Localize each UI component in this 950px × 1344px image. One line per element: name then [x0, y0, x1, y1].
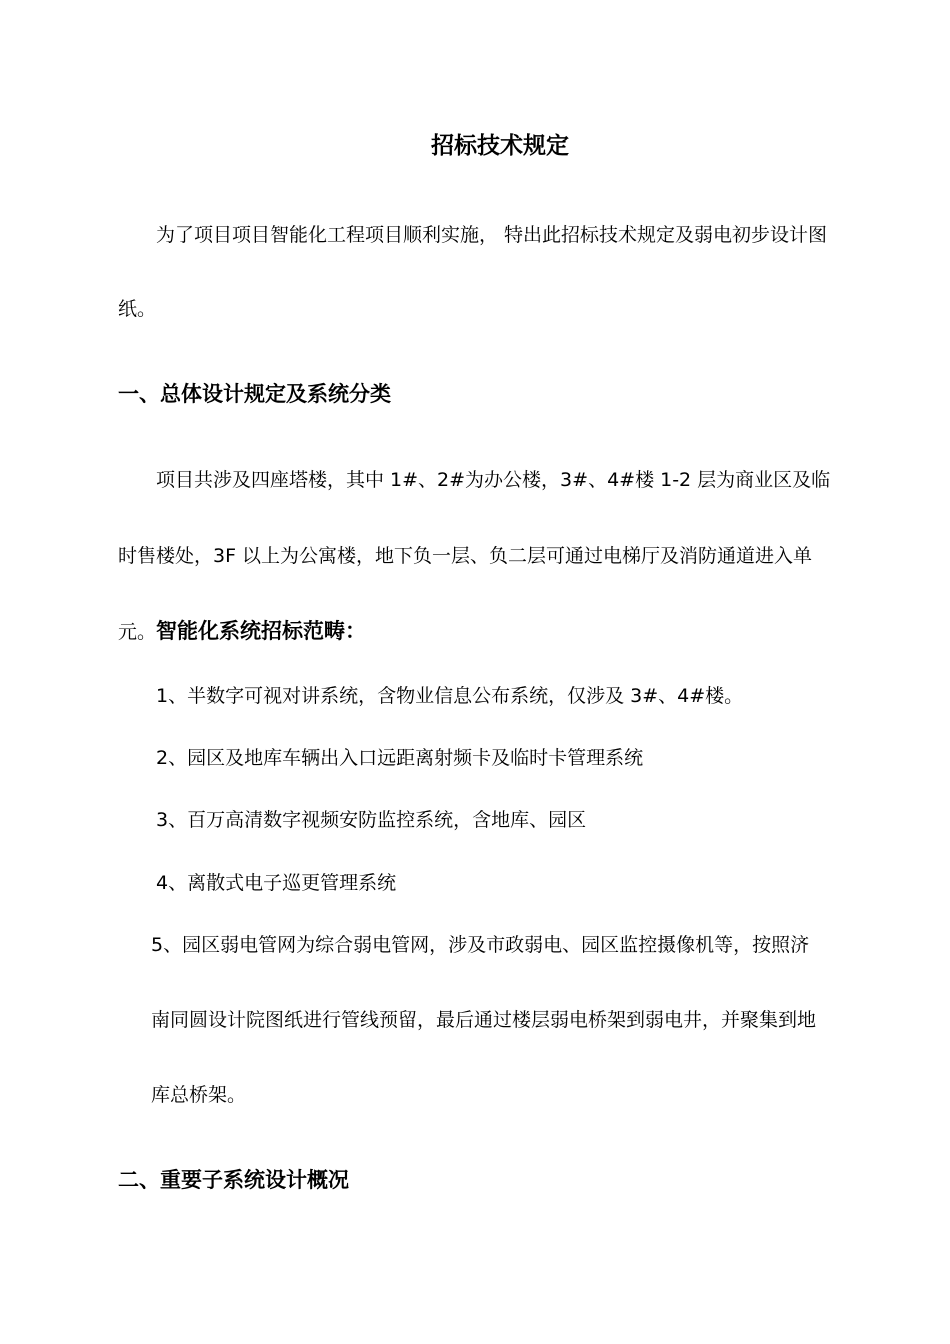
intro-line-1: 为了项目项目智能化工程项目顺利实施， 特出此招标技术规定及弱电初步设计图 — [156, 224, 828, 246]
section-1-para-line-1: 项目共涉及四座塔楼，其中 1#、2#为办公楼，3#、4#楼 1-2 层为商业区及临 — [156, 469, 831, 491]
scope-item-4: 4、离散式电子巡更管理系统 — [156, 872, 397, 894]
section-1-heading: 一、总体设计规定及系统分类 — [118, 382, 391, 406]
section-1-para-line-3 — [118, 619, 366, 644]
section-2-heading: 二、重要子系统设计概况 — [118, 1168, 349, 1192]
para-end-text: 元。 — [118, 621, 157, 643]
scope-item-1: 1、半数字可视对讲系统，含物业信息公布系统，仅涉及 3#、4#楼。 — [156, 685, 744, 707]
scope-item-2: 2、园区及地库车辆出入口远距离射频卡及临时卡管理系统 — [156, 747, 644, 769]
section-1-para-line-2: 时售楼处，3F 以上为公寓楼，地下负一层、负二层可通过电梯厅及消防通道进入单 — [118, 545, 813, 567]
scope-item-5-line-2: 南同圆设计院图纸进行管线预留，最后通过楼层弱电桥架到弱电井，并聚集到地 — [151, 1009, 817, 1031]
scope-heading: 智能化系统招标范畴： — [156, 619, 367, 643]
document-title: 招标技术规定 — [431, 133, 569, 159]
intro-line-2: 纸。 — [118, 298, 157, 320]
scope-item-5-line-1: 5、园区弱电管网为综合弱电管网，涉及市政弱电、园区监控摄像机等，按照济 — [151, 934, 810, 956]
scope-item-3: 3、百万高清数字视频安防监控系统，含地库、园区 — [156, 809, 587, 831]
scope-item-5-line-3: 库总桥架。 — [151, 1084, 247, 1106]
